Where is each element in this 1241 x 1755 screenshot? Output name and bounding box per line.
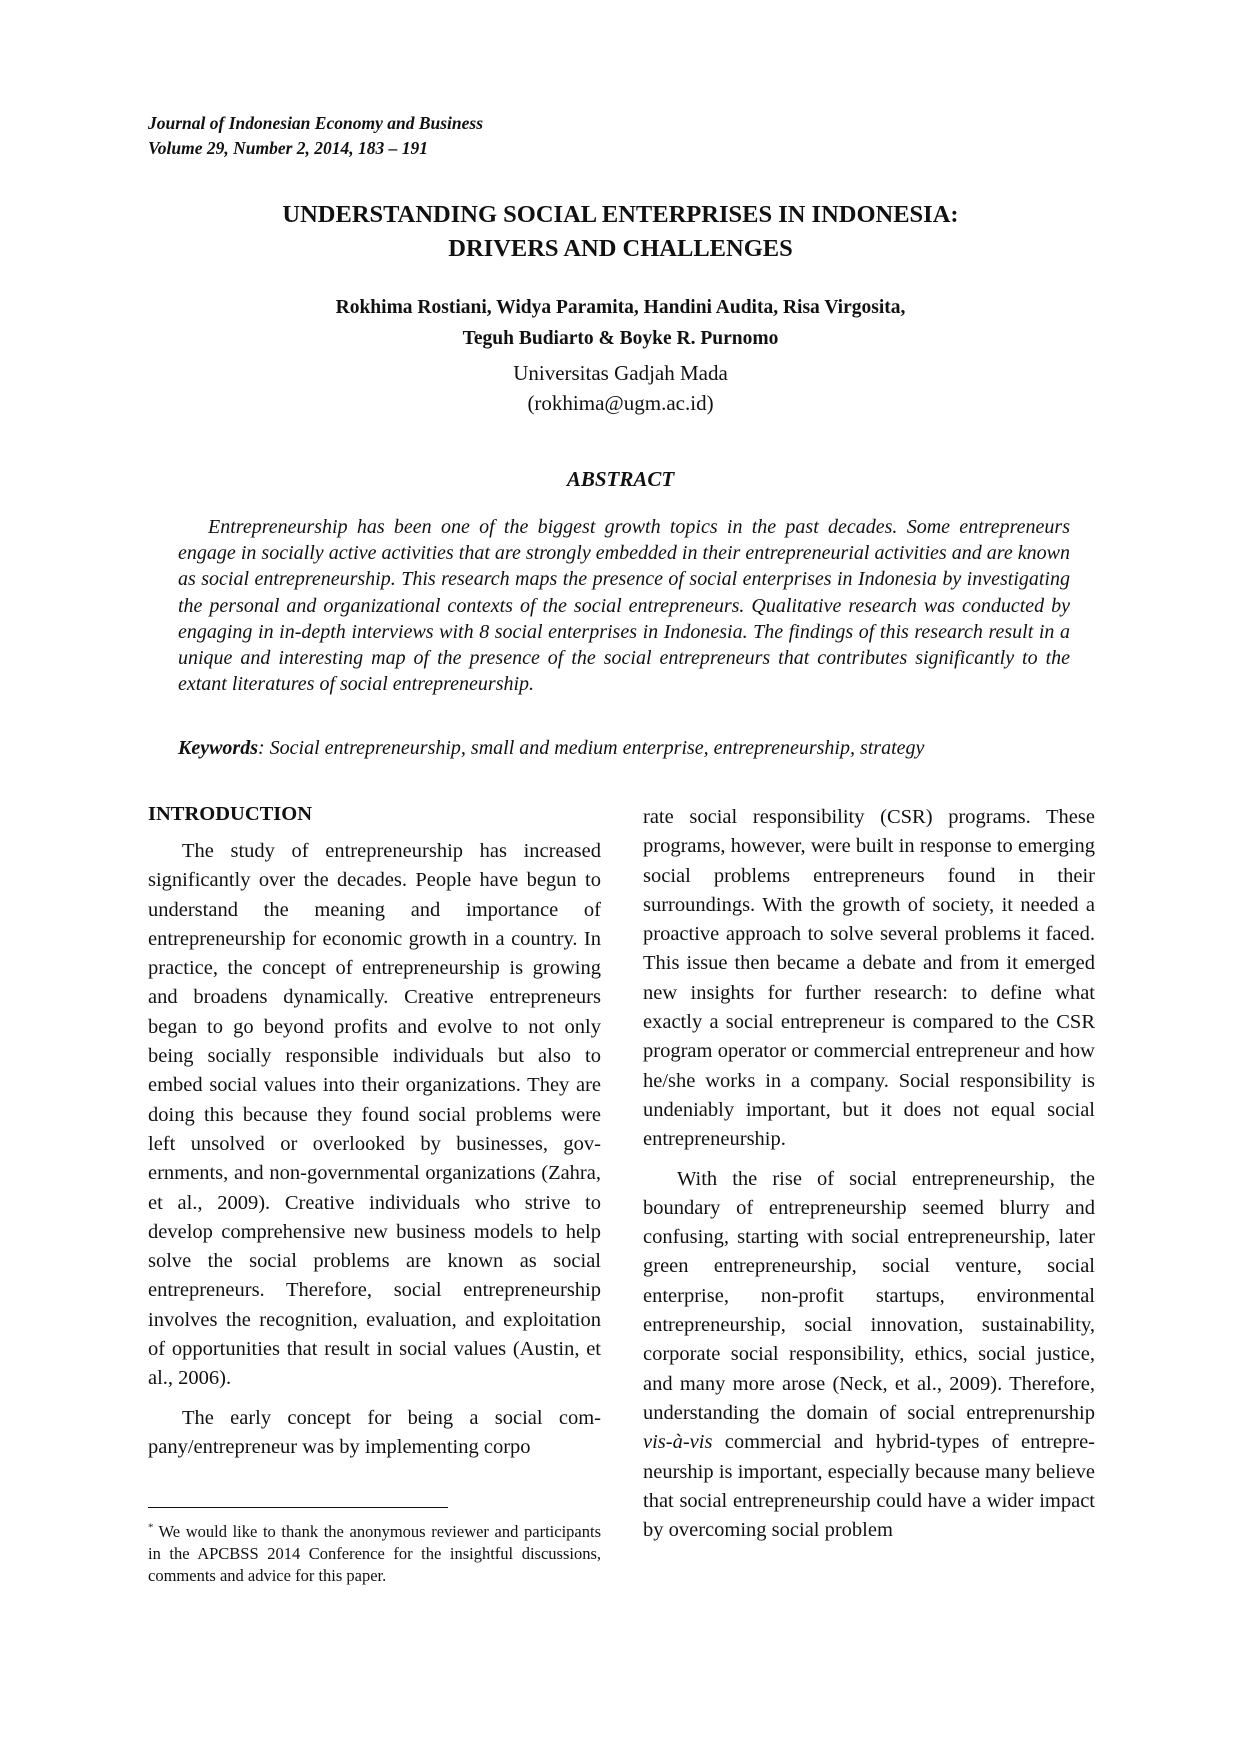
affiliation-institution: Universitas Gadjah Mada: [513, 361, 728, 385]
keywords-text: : Social entrepreneurship, small and medium enterprise, entrepreneurship, strategy: [258, 737, 925, 759]
paragraph: [643, 1165, 1095, 1546]
keywords-label: Keywords: [178, 737, 258, 759]
paper-title-line-2: DRIVERS AND CHALLENGES: [448, 235, 793, 262]
journal-volume: Volume 29, Number 2, 2014, 183 – 191: [148, 138, 429, 158]
section-heading-introduction: INTRODUCTION: [148, 803, 313, 825]
footnote-marker: *: [148, 1521, 154, 1534]
footnote-separator: [148, 1507, 448, 1508]
italic-term: vis-à-vis: [643, 1431, 713, 1454]
paper-title-line-1: UNDERSTANDING SOCIAL ENTERPRISES IN INDONESIA:: [282, 201, 959, 228]
footnote-text: We would like to thank the anonymous reviewer and participants in the APCBSS 2014 Conference for the insightful discussions, comments and advice for this paper.: [148, 1522, 601, 1585]
paragraph: The study of entrepreneurship has increased significantly over the decades. People have begun to understand the meaning and importance of entrepreneurship for economic growth in a country. In practice, the concept of entrepreneurship is growing and broadens dynamically. Creative entrepreneurs began to go beyond profits and evolve to not only being socially responsible individuals but also to embed social values into their organizations. They are doing this because they found social problems were left unsolved or overlooked by businesses, governments, and non-governmental organizations (Zahra, et al., 2009). Creative individuals who strive to develop comprehensive new business models to help solve the social problems are known as social entrepreneurs. Therefore, social entrepreneurship involves the recognition, evaluation, and exploitation of opportunities that result in social values (Austin, et al., 2006).: [148, 840, 601, 1390]
abstract-body: Entrepreneurship has been one of the biggest growth topics in the past decades. Some entrepreneurs engage in socially active activities that are strongly embedded in their entrepreneurial activities and are known as social entrepreneurship. This research maps the presence of social enterprises in Indonesia by investigating the personal and organizational contexts of the social entrepreneurs. Qualitative research was conducted by engaging in in-depth interviews with 8 social enterprises in Indonesia. The findings of this research result in a unique and interesting map of the presence of the social entrepreneurs that contributes significantly to the extant literatures of social entrepreneurship.: [178, 516, 1070, 696]
paragraph-text: With the rise of social entrepreneurship, the boundary of entrepreneurship seemed blurry and confusing, starting with social entrepreneurship, later green entrepreneurship, social venture, social enterprise, non-profit startups, environmental entrepreneurship, social innovation, sustainability, corporate social responsibility, ethics, social justice, and many more arose (Neck, et al., 2009). Therefore, understanding the domain of social entreprenurship: [643, 1167, 1095, 1424]
keywords: [178, 735, 1070, 761]
paragraph-text: commercial and hybrid-types of entrepreneurship is important, especially because many believe that social entrepreneurship could have a wider impact by overcoming social problem: [643, 1431, 1095, 1542]
author-list: [150, 292, 1091, 354]
affiliation: [150, 358, 1091, 418]
left-column: [148, 800, 601, 1472]
author-list-line-1: Rokhima Rostiani, Widya Paramita, Handini Audita, Risa Virgosita,: [335, 297, 906, 318]
footnote: [148, 1521, 601, 1587]
paragraph: rate social responsibility (CSR) programs. These programs, however, were built in response to emerging social problems entrepreneurs found in their surroundings. With the growth of society, it needed a proactive approach to solve several problems it faced. This issue then became a debate and from it emerged new insights for further research: to define what exactly a social entrepreneur is compared to the CSR program operator or commercial entrepreneur and how he/she works in a company. Social responsibility is undeniably important, but it does not equal social entrepreneurship.: [643, 806, 1095, 1151]
right-column: [643, 803, 1095, 1555]
affiliation-email: (rokhima@ugm.ac.id): [527, 391, 714, 415]
journal-header: [148, 111, 483, 161]
journal-name: Journal of Indonesian Economy and Business: [148, 113, 484, 133]
author-list-line-2: Teguh Budiarto & Boyke R. Purnomo: [462, 328, 779, 349]
paper-title: [150, 198, 1091, 266]
paragraph: The early concept for being a social company/entrepreneur was by implementing corpo: [148, 1406, 601, 1458]
abstract-heading: ABSTRACT: [566, 467, 675, 491]
